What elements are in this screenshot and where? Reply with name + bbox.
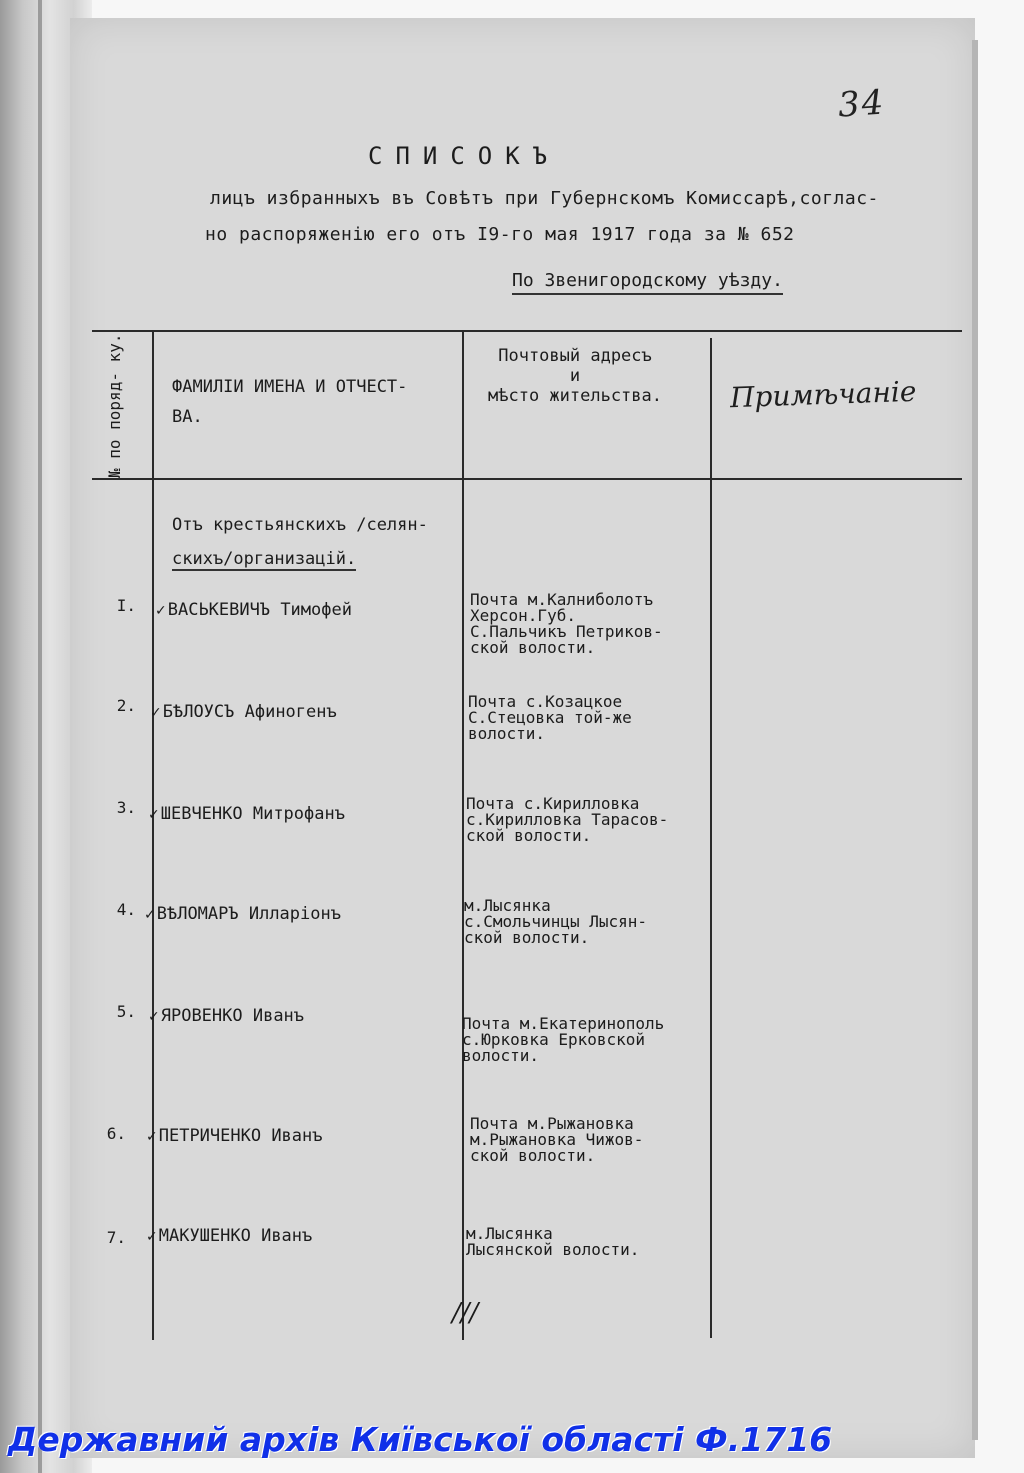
address-line: ской волости. <box>470 1146 596 1165</box>
row-address <box>468 694 632 742</box>
address-line: Почта м.Рыжановка <box>470 1114 634 1133</box>
address-line: с.Смольчинцы Лысян- <box>464 912 648 931</box>
address-line: м.Лысянка <box>466 1224 553 1243</box>
address-line: Почта м.Калниболотъ <box>470 590 654 609</box>
address-line: Херсон.Губ. <box>470 606 576 625</box>
address-line: ской волости. <box>470 638 596 657</box>
row-name-text: ВАСЬКЕВИЧЪ Тимофей <box>167 600 352 620</box>
header-address-column <box>488 346 662 406</box>
checkmark-icon: ✓ <box>146 1129 158 1145</box>
subtitle-line-2: но распоряженiю его отъ I9-го мая 1917 года за № 652 <box>205 224 795 245</box>
end-of-list-mark: /// <box>452 1298 479 1328</box>
address-line: волости. <box>468 724 546 743</box>
row-name <box>155 600 352 620</box>
binding-edge <box>38 0 42 1473</box>
row-number: 3. <box>116 798 136 817</box>
row-name <box>146 1226 312 1246</box>
header-address-line-2: и <box>569 366 581 386</box>
row-name-text: ПЕТРИЧЕНКО Иванъ <box>158 1126 323 1146</box>
row-number: 6. <box>106 1124 126 1143</box>
checkmark-icon: ✓ <box>146 1229 158 1245</box>
table-col-divider-2 <box>462 330 464 1340</box>
address-line: С.Стецовка той-же <box>468 708 632 727</box>
row-number: 5. <box>116 1002 136 1021</box>
header-address-line-3: мѣсто жительства. <box>488 386 662 406</box>
row-name <box>148 804 345 824</box>
row-number: I. <box>116 596 136 615</box>
checkmark-icon: ✓ <box>150 705 162 721</box>
table-top-rule <box>92 330 962 332</box>
checkmark-icon: ✓ <box>148 807 160 823</box>
row-address <box>470 1116 643 1164</box>
address-line: Почта с.Кирилловка <box>466 794 640 813</box>
address-line: С.Пальчикъ Петриков- <box>470 622 663 641</box>
row-number: 2. <box>116 696 136 715</box>
checkmark-icon: ✓ <box>155 603 167 619</box>
section-heading <box>172 508 428 576</box>
section-heading-line-2 <box>172 542 428 576</box>
address-line: м.Лысянка <box>464 896 551 915</box>
header-names-column <box>172 372 407 432</box>
header-address-line-1: Почтовый адресъ <box>498 346 652 366</box>
row-address <box>462 1016 664 1064</box>
row-name <box>150 702 337 722</box>
header-names-line-1: ФАМИЛIИ ИМЕНА И ОТЧЕСТ- <box>172 377 408 397</box>
section-heading-line-2-text: скихъ/организацiй. <box>172 549 357 569</box>
row-address <box>466 796 668 844</box>
section-heading-line-1: Отъ крестьянскихъ /селян- <box>172 515 428 535</box>
document-title: СПИСОКЪ <box>368 142 561 170</box>
row-name-text: БѢЛОУСЪ Афиногенъ <box>162 702 337 722</box>
row-name <box>146 1126 323 1146</box>
subtitle-line-1: лицъ избранныхъ въ Совѣтъ при Губернскомъ Комиссарѣ,соглас- <box>210 188 879 209</box>
row-address <box>466 1226 639 1258</box>
address-line: Почта с.Козацкое <box>468 692 623 711</box>
archive-watermark: Державний архів Київської області Ф.1716 <box>8 1420 833 1459</box>
table-col-divider-1 <box>152 330 154 1340</box>
header-names-line-2: ВА. <box>172 407 203 427</box>
address-line: м.Рыжановка Чижов- <box>470 1130 644 1149</box>
district-heading: По Звенигородскому уѣзду. <box>512 270 783 295</box>
row-number: 7. <box>106 1228 126 1247</box>
address-line: Лысянской волости. <box>466 1240 640 1259</box>
row-address <box>464 898 647 946</box>
address-line: ской волости. <box>464 928 590 947</box>
header-number-column: № по поряд- ку. <box>105 333 124 478</box>
address-line: волости. <box>462 1046 540 1065</box>
address-line: с.Кирилловка Тарасов- <box>466 810 669 829</box>
row-number: 4. <box>116 900 136 919</box>
row-name-text: ВѢЛОМАРЪ Илларiонъ <box>156 904 341 924</box>
page-edge <box>972 40 978 1440</box>
row-name-text: ШЕВЧЕНКО Митрофанъ <box>160 804 345 824</box>
table-col-divider-3 <box>710 338 712 1338</box>
address-line: Почта м.Екатеринополь <box>462 1014 665 1033</box>
table-header-rule <box>92 478 962 480</box>
row-name <box>144 904 341 924</box>
checkmark-icon: ✓ <box>144 907 156 923</box>
address-line: ской волости. <box>466 826 592 845</box>
header-note-column: Примѣчанiе <box>729 374 917 415</box>
row-address <box>470 592 663 656</box>
address-line: с.Юрковка Ерковской <box>462 1030 646 1049</box>
row-name-text: МАКУШЕНКО Иванъ <box>158 1226 313 1246</box>
checkmark-icon: ✓ <box>148 1009 160 1025</box>
row-name-text: ЯРОВЕНКО Иванъ <box>160 1006 305 1026</box>
row-name <box>148 1006 304 1026</box>
folio-number: 34 <box>836 82 887 126</box>
